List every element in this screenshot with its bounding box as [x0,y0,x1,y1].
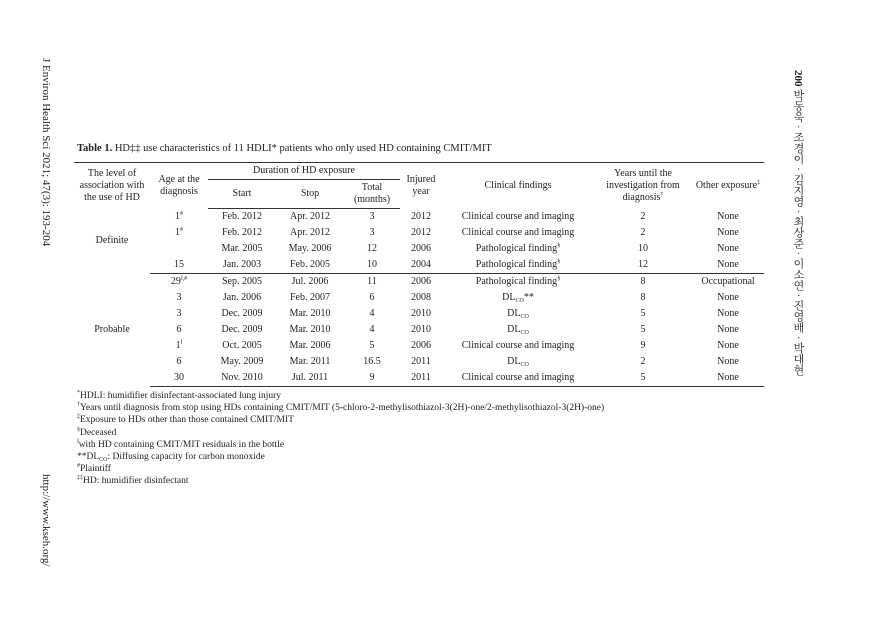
cell-other-exposure: None [717,292,739,303]
footnote-text: DL [86,452,100,463]
cell-other-exposure: None [692,257,764,274]
footnote [77,475,604,487]
table-row [74,209,764,226]
cell-years-until: 2 [640,356,646,367]
cell-age-mark: ‖,# [180,276,188,282]
author-list: 박동욱 · 조경이 · 김지영 · 최상준 · 이소연 · 진영배 · 박대현 [792,89,804,376]
cell-finding-text: DL [502,292,516,303]
table-row [74,322,764,338]
cell-age-value: 3 [176,308,182,319]
cell-age [150,209,208,226]
footnote [77,451,604,463]
table-row [74,290,764,306]
cell-finding-sub: CO [515,298,524,304]
cell-start: Jan. 2006 [222,292,262,303]
header-stop: Stop [276,180,344,209]
cell-finding-text: Pathological finding [475,276,558,287]
cell-clinical-finding [442,209,594,226]
cell-other-exposure: None [692,370,764,387]
footnote [77,463,604,475]
cell-start: Nov. 2010 [208,370,276,387]
cell-years-until: 2 [640,210,646,222]
cell-finding-text: Clinical course and imaging [461,372,575,383]
cell-age [150,354,208,370]
cell-age [150,370,208,387]
cell-total: 10 [344,257,400,274]
cell-start: May. 2009 [220,356,264,367]
cell-injured-year: 2008 [411,292,431,303]
cell-clinical-finding [442,322,594,338]
cell-start: Sep. 2005 [222,276,262,287]
cell-clinical-finding [442,306,594,322]
cell-age-mark: # [180,227,183,233]
table-row [74,354,764,370]
cell-age-value: 30 [174,372,184,383]
footnote-mark: * [77,390,80,396]
cell-injured-year: 2010 [411,308,431,319]
footnote [77,402,604,414]
cell-age-value: 15 [174,259,184,270]
header-years-until-text: Years until the investigation from diagnosis [606,167,680,203]
cell-age [150,290,208,306]
cell-clinical-finding [442,370,594,387]
table-label: Table 1. [77,143,113,154]
footnote-text-post: : Diffusing capacity for carbon monoxide [107,452,265,463]
cell-finding-text: DL [507,356,521,367]
data-table [74,162,764,387]
cell-injured-year: 2012 [411,227,431,238]
cell-other-exposure: None [717,210,739,222]
cell-total: 3 [369,227,375,238]
cell-years-until: 9 [640,340,646,351]
cell-age [150,274,208,291]
cell-stop: Apr. 2012 [290,227,330,238]
cell-total: 6 [369,292,375,303]
cell-total: 4 [369,324,375,335]
cell-stop: Mar. 2006 [289,340,331,351]
cell-total: 11 [367,276,377,287]
cell-injured-year: 2012 [411,210,431,222]
cell-years-until: 5 [640,308,646,319]
footnote-mark: # [77,463,80,470]
footnote-text: HD: humidifier disinfectant [83,476,189,487]
cell-age [150,322,208,338]
cell-years-until: 10 [638,243,648,254]
table-row [74,241,764,257]
cell-finding-text: Clinical course and imaging [461,340,575,351]
cell-age [150,257,208,274]
cell-finding-mark: § [557,243,561,249]
cell-stop: Jul. 2011 [276,370,344,387]
footnote-text: Years until diagnosis from stop using HDs containing CMIT/MIT (5-chloro-2-methylisothiazol-3(2H)-one/2-methylisothiazol-3(2H)-one) [80,403,605,414]
cell-finding-mark: § [557,276,561,282]
cell-years-until: 5 [640,324,646,335]
cell-age [150,306,208,322]
table-body [74,209,764,387]
cell-stop: Jul. 2006 [291,276,329,287]
cell-other-exposure: None [717,324,739,335]
cell-years-until: 5 [594,370,692,387]
cell-age-value: 1 [175,227,180,238]
footnote-text: with HD containing CMIT/MIT residuals in the bottle [78,439,285,450]
cell-other-exposure: None [717,340,739,351]
footnote [77,414,604,426]
journal-url: http://www.kseh.org/ [40,474,52,567]
footnote-mark: ‖ [77,438,79,445]
cell-injured-year: 2006 [411,243,431,254]
header-total: Total (months) [344,180,400,209]
cell-clinical-finding [442,257,594,274]
table-row [74,338,764,354]
cell-finding-text: Clinical course and imaging [461,210,575,222]
cell-injured-year: 2006 [411,276,431,287]
table-row [74,370,764,387]
cell-finding-sub: CO [520,330,529,336]
cell-start: Feb. 2012 [222,227,262,238]
header-level: The level of association with the use of HD [74,163,150,209]
cell-start: Oct. 2005 [222,340,262,351]
header-injured-year: Injured year [400,163,442,209]
footnote-mark: ‡‡ [77,475,83,482]
cell-start: Dec. 2009 [221,308,263,319]
cell-stop: Apr. 2012 [290,211,330,222]
cell-finding-sub: CO [520,362,529,368]
cell-clinical-finding [442,290,594,306]
journal-citation: J Environ Health Sci 2021; 47(3): 193-204 [40,58,52,247]
cell-other-exposure: None [717,356,739,367]
footnote-text: Plaintiff [80,464,111,475]
footnote-mark: § [77,426,80,433]
cell-age [150,225,208,241]
cell-years-until: 12 [594,257,692,274]
cell-total: 3 [369,211,375,222]
cell-finding-text: DL [507,324,521,335]
cell-stop: May. 2006 [288,243,332,254]
table-row [74,257,764,274]
cell-age-mark: ‖ [180,340,183,346]
cell-clinical-finding [442,354,594,370]
page-number: 200 [792,70,804,87]
cell-stop: Feb. 2007 [290,292,330,303]
cell-total: 12 [367,243,377,254]
cell-injured-year: 2004 [400,257,442,274]
cell-age-value: 6 [176,356,182,367]
cell-injured-year: 2011 [411,356,431,367]
cell-start: Mar. 2005 [221,243,263,254]
cell-finding-text: Pathological finding [475,259,558,270]
cell-start: Feb. 2012 [222,211,262,222]
header-age: Age at the diagnosis [150,163,208,209]
cell-age-mark: # [180,210,183,217]
cell-finding-text: Pathological finding [475,243,558,254]
header-duration: Duration of HD exposure [208,163,400,180]
header-clinical-findings: Clinical findings [442,163,594,209]
cell-other-exposure: None [717,243,739,254]
table-row [74,306,764,322]
cell-finding-text: Clinical course and imaging [461,227,575,238]
cell-total: 5 [369,340,375,351]
cell-other-exposure: None [717,227,739,238]
header-start: Start [208,180,276,209]
cell-total: 9 [344,370,400,387]
cell-years-until: 8 [640,292,646,303]
footnote [77,390,604,402]
cell-start: Dec. 2009 [221,324,263,335]
footnote-mark: ‡ [77,414,80,421]
group-definite: Definite [95,235,129,246]
footnote-mark: ** [77,452,87,463]
cell-total: 4 [369,308,375,319]
cell-age-value: 1 [175,340,181,351]
header-other-exposure [692,163,764,209]
table-caption-text: HD‡‡ use characteristics of 11 HDLI* patients who only used HD containing CMIT/MIT [114,143,492,154]
cell-finding-sub: CO [520,314,529,320]
footnote-sub: CO [99,457,108,464]
cell-stop: Mar. 2010 [289,308,331,319]
cell-years-until: 8 [640,276,646,287]
footnote [77,439,604,451]
header-other-exposure-mark: ‡ [757,179,761,186]
cell-injured-year: 2011 [400,370,442,387]
cell-finding-mark: § [557,259,561,265]
cell-age-value: 3 [176,292,182,303]
footnote-mark: † [77,402,80,409]
footnote [77,427,604,439]
table-row [74,274,764,291]
cell-stop: Mar. 2010 [289,324,331,335]
cell-injured-year: 2006 [411,340,431,351]
running-header [790,70,806,375]
cell-stop: Mar. 2011 [289,356,331,367]
table-caption [77,143,492,154]
cell-finding-text: DL [507,308,521,319]
cell-age-value: 1 [175,210,180,222]
cell-age [150,338,208,354]
cell-clinical-finding [442,338,594,354]
footnote-text: HDLI: humidifier disinfectant-associated lung injury [80,391,282,401]
cell-other-exposure: Occupational [701,276,755,287]
cell-clinical-finding [442,274,594,291]
cell-injured-year: 2010 [411,324,431,335]
header-other-exposure-text: Other exposure [695,179,758,191]
header-years-until-mark: † [660,191,664,198]
cell-age-value: 29 [170,276,181,287]
header-years-until [594,163,692,209]
footnote-text: Deceased [80,427,117,438]
table-footnotes [77,390,604,488]
cell-other-exposure: None [717,308,739,319]
cell-clinical-finding [442,241,594,257]
footnote-text: Exposure to HDs other than those contained CMIT/MIT [80,415,294,426]
cell-finding-suffix: ** [523,292,534,303]
table-row [74,225,764,241]
cell-age-value: 6 [176,324,182,335]
cell-years-until: 2 [640,227,646,238]
group-probable: Probable [94,324,130,335]
cell-total: 16.5 [363,356,381,367]
cell-start: Jan. 2003 [208,257,276,274]
cell-age [150,241,208,257]
cell-stop: Feb. 2005 [276,257,344,274]
cell-clinical-finding [442,225,594,241]
